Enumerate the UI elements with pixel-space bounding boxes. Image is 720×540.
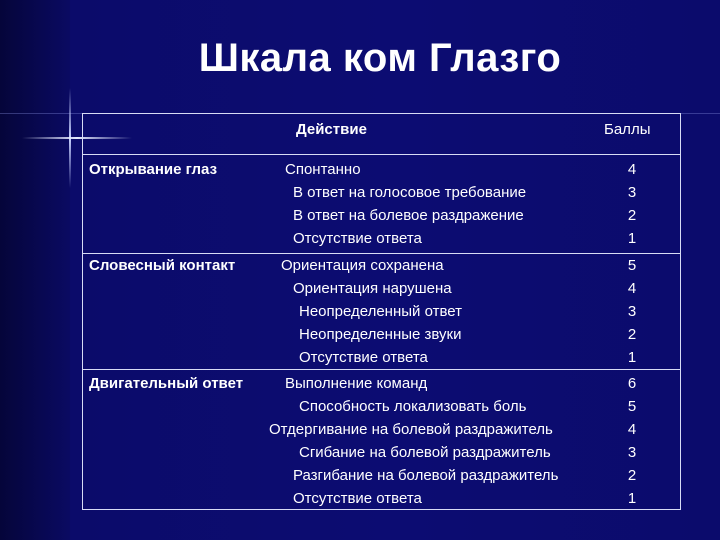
category-motor-response: Двигательный ответ (89, 375, 244, 392)
action-label: Выполнение команд (285, 375, 428, 392)
action-label: Отсутствие ответа (299, 349, 428, 366)
score-value: 2 (627, 467, 637, 484)
action-label: Ориентация нарушена (293, 280, 452, 297)
score-value: 5 (627, 257, 637, 274)
left-decorative-band (0, 0, 70, 540)
action-label: Спонтанно (285, 161, 361, 178)
row-divider-1 (82, 253, 681, 254)
score-value: 1 (627, 349, 637, 366)
score-value: 2 (627, 326, 637, 343)
score-value: 3 (627, 184, 637, 201)
action-label: Ориентация сохранена (281, 257, 444, 274)
action-label: Неопределенные звуки (299, 326, 462, 343)
category-eye-opening: Открывание глаз (89, 161, 218, 178)
score-value: 5 (627, 398, 637, 415)
column-header-action: Действие (296, 121, 367, 138)
slide-title: Шкала ком Глазго (198, 36, 562, 80)
row-divider-2 (82, 369, 681, 370)
column-header-score: Баллы (604, 121, 651, 138)
score-value: 2 (627, 207, 637, 224)
score-value: 4 (627, 280, 637, 297)
action-label: В ответ на голосовое требование (293, 184, 527, 201)
action-label: Отсутствие ответа (293, 490, 422, 507)
score-value: 3 (627, 303, 637, 320)
score-value: 1 (627, 230, 637, 247)
action-label: Сгибание на болевой раздражитель (299, 444, 551, 461)
action-label: Неопределенный ответ (299, 303, 462, 320)
action-label: Отсутствие ответа (293, 230, 422, 247)
score-value: 6 (627, 375, 637, 392)
category-verbal-response: Словесный контакт (89, 257, 236, 274)
score-value: 4 (627, 421, 637, 438)
action-label: В ответ на болевое раздражение (293, 207, 524, 224)
header-divider (82, 154, 681, 155)
action-label: Разгибание на болевой раздражитель (293, 467, 559, 484)
action-label: Отдергивание на болевой раздражитель (269, 421, 553, 438)
action-label: Способность локализовать боль (299, 398, 527, 415)
score-value: 3 (627, 444, 637, 461)
score-value: 4 (627, 161, 637, 178)
score-value: 1 (627, 490, 637, 507)
